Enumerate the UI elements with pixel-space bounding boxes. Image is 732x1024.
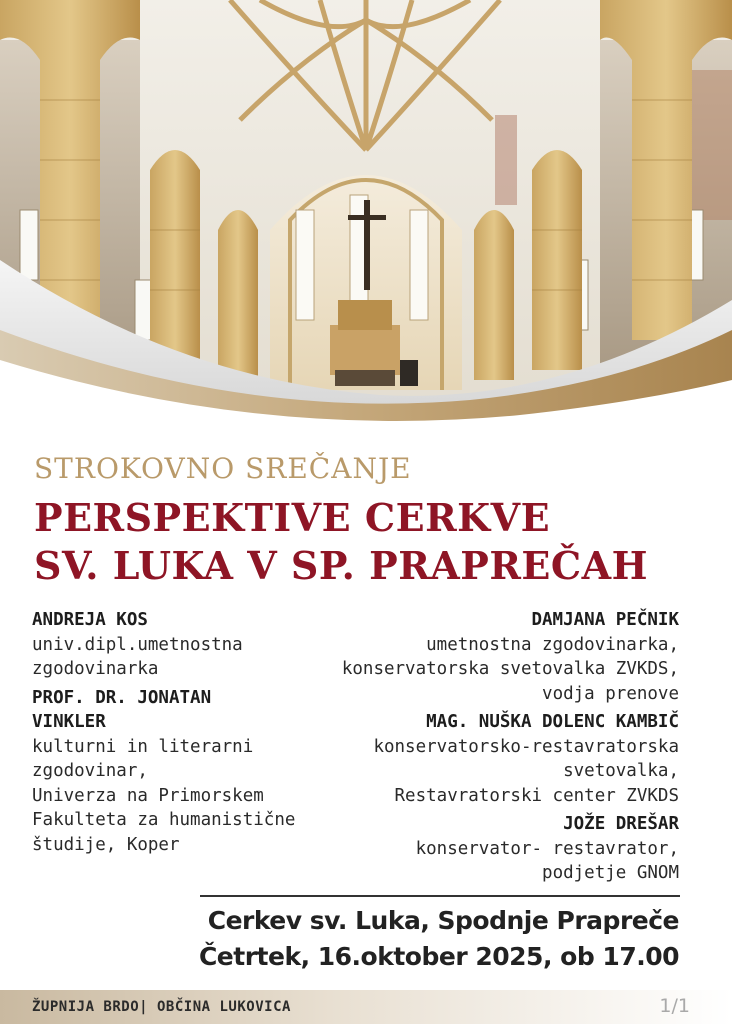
speaker-name: ANDREJA KOS — [32, 610, 148, 630]
speaker-role-line: konservatorsko-restavratorska — [373, 736, 679, 757]
event-type: STROKOVNO SREČANJE — [34, 452, 412, 485]
speaker-role-line: kulturni in literarni — [32, 736, 254, 757]
venue-place: Cerkev sv. Luka, Spodnje Prapreče — [207, 906, 679, 935]
speaker-role-line: umetnostna zgodovinarka, — [426, 634, 679, 655]
speaker-name: VINKLER — [32, 712, 106, 732]
speaker-role-line: zgodovinarka — [32, 659, 159, 679]
speaker-name: JOŽE DREŠAR — [563, 814, 679, 834]
speaker-name: MAG. NUŠKA DOLENC KAMBIČ — [426, 712, 679, 732]
speaker-role-line: konservatorska svetovalka ZVKDS, — [341, 659, 679, 679]
title-line-2: SV. LUKA V SP. PRAPREČAH — [34, 543, 649, 588]
speaker-role-line: Restavratorski center ZVKDS — [394, 785, 679, 806]
footer-bar — [0, 990, 732, 1024]
venue-info — [199, 903, 679, 975]
speaker-role-line: Univerza na Primorskem — [32, 785, 264, 806]
venue-datetime: Četrtek, 16.oktober 2025, ob 17.00 — [198, 942, 679, 971]
divider-line — [200, 895, 680, 897]
speaker-role-line: svetovalka, — [563, 761, 679, 781]
speaker-role-line: univ.dipl.umetnostna — [32, 634, 243, 655]
speaker-block — [279, 710, 679, 808]
speakers-right-column — [279, 608, 679, 886]
church-interior-photo — [0, 0, 732, 450]
organizers: ŽUPNIJA BRDO| OBČINA LUKOVICA — [32, 999, 291, 1015]
speaker-block — [279, 608, 679, 706]
page-indicator: 1/1 — [659, 995, 690, 1017]
speaker-role-line: vodja prenove — [542, 683, 679, 704]
speaker-role-line: študije, Koper — [32, 834, 180, 855]
speaker-name: DAMJANA PEČNIK — [531, 610, 679, 630]
speaker-name: PROF. DR. JONATAN — [32, 687, 212, 708]
title-line-1: PERSPEKTIVE CERKVE — [34, 495, 551, 540]
speaker-role-line: Fakulteta za humanistične — [32, 810, 296, 830]
speaker-role-line: zgodovinar, — [32, 761, 148, 781]
event-title — [34, 494, 648, 590]
speaker-block — [279, 812, 679, 886]
speaker-role-line: konservator- restavrator, — [415, 838, 679, 859]
speaker-role-line: podjetje GNOM — [542, 863, 679, 883]
